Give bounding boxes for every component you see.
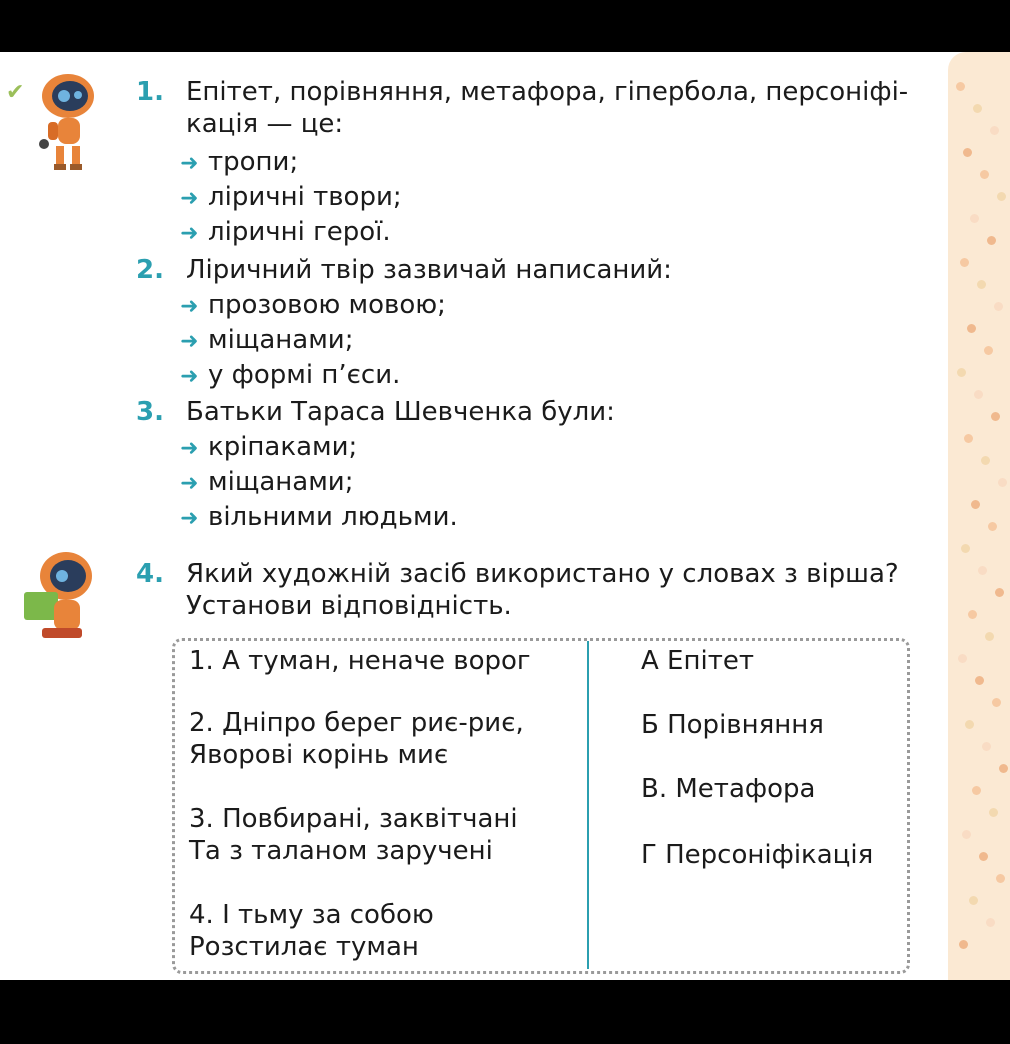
decor-dot bbox=[984, 346, 993, 355]
arrow-icon: ➜ bbox=[180, 506, 199, 531]
decor-dot bbox=[956, 82, 965, 91]
arrow-icon: ➜ bbox=[180, 471, 199, 496]
decor-dot bbox=[982, 742, 991, 751]
decor-dot bbox=[965, 720, 974, 729]
decor-dot bbox=[958, 654, 967, 663]
quote-item bbox=[189, 707, 524, 771]
decor-dot bbox=[963, 148, 972, 157]
quote-line: Розстилає туман bbox=[189, 932, 419, 962]
question-number: 2. bbox=[136, 255, 164, 285]
decor-dot bbox=[992, 698, 1001, 707]
decor-dot bbox=[977, 280, 986, 289]
option-label: кріпаками; bbox=[208, 432, 358, 462]
column-divider bbox=[587, 641, 589, 969]
decor-dot bbox=[962, 830, 971, 839]
answer-option[interactable] bbox=[180, 501, 458, 535]
device-option[interactable]: Б Порівняння bbox=[641, 710, 824, 740]
question-text-line: Епітет, порівняння, метафора, гіпербола, персоніфі- bbox=[186, 77, 909, 107]
question-3 bbox=[0, 396, 940, 430]
question-text: Ліричний твір зазвичай написаний: bbox=[186, 255, 672, 285]
quote-line: 4. І тьму за собою bbox=[189, 900, 434, 930]
decor-dot bbox=[971, 500, 980, 509]
arrow-icon: ➜ bbox=[180, 364, 199, 389]
decor-dot bbox=[986, 918, 995, 927]
quote-line: Яворові корінь миє bbox=[189, 740, 449, 770]
arrow-icon: ➜ bbox=[180, 436, 199, 461]
arrow-icon: ➜ bbox=[180, 221, 199, 246]
answer-option[interactable] bbox=[180, 359, 400, 393]
option-label: прозовою мовою; bbox=[208, 290, 446, 320]
quote-item bbox=[189, 803, 518, 867]
decor-dot bbox=[981, 456, 990, 465]
answer-option[interactable] bbox=[180, 324, 353, 358]
answer-option[interactable] bbox=[180, 146, 298, 180]
decor-dot bbox=[985, 632, 994, 641]
decor-dot bbox=[960, 258, 969, 267]
question-text: Батьки Тараса Шевченка були: bbox=[186, 397, 615, 427]
decor-dot bbox=[997, 192, 1006, 201]
decor-dot bbox=[968, 610, 977, 619]
decor-dot bbox=[961, 544, 970, 553]
decor-dot bbox=[967, 324, 976, 333]
decor-dot bbox=[970, 214, 979, 223]
answer-option[interactable] bbox=[180, 431, 357, 465]
question-1 bbox=[0, 76, 940, 146]
quote-line: 2. Дніпро берег риє-риє, bbox=[189, 708, 524, 738]
device-option[interactable]: Г Персоніфікація bbox=[641, 840, 874, 870]
quote-item bbox=[189, 899, 434, 963]
device-option[interactable]: В. Метафора bbox=[641, 774, 816, 804]
arrow-icon: ➜ bbox=[180, 294, 199, 319]
matching-table bbox=[172, 638, 910, 974]
textbook-page bbox=[0, 52, 1010, 980]
decor-dot bbox=[999, 764, 1008, 773]
decor-dot bbox=[973, 104, 982, 113]
decor-dot bbox=[996, 874, 1005, 883]
decor-dot bbox=[964, 434, 973, 443]
decor-dot bbox=[995, 588, 1004, 597]
decor-dot bbox=[994, 302, 1003, 311]
decor-dot bbox=[989, 808, 998, 817]
option-label: ліричні герої. bbox=[208, 217, 391, 247]
question-number: 3. bbox=[136, 397, 164, 427]
option-label: ліричні твори; bbox=[208, 182, 402, 212]
arrow-icon: ➜ bbox=[180, 186, 199, 211]
decor-dot bbox=[975, 676, 984, 685]
question-text bbox=[186, 558, 926, 622]
answer-option[interactable] bbox=[180, 181, 402, 215]
decor-dot bbox=[959, 940, 968, 949]
device-option[interactable]: А Епітет bbox=[641, 646, 754, 676]
check-icon: ✔ bbox=[6, 80, 25, 105]
option-label: вільними людьми. bbox=[208, 502, 458, 532]
decor-dot bbox=[987, 236, 996, 245]
decor-dot bbox=[969, 896, 978, 905]
question-4 bbox=[0, 558, 940, 628]
option-label: тропи; bbox=[208, 147, 299, 177]
decor-dot bbox=[990, 126, 999, 135]
decor-dot bbox=[979, 852, 988, 861]
decor-dot bbox=[991, 412, 1000, 421]
decor-dot bbox=[980, 170, 989, 179]
answer-option[interactable] bbox=[180, 216, 391, 250]
quote-line: 3. Повбирані, заквітчані bbox=[189, 804, 518, 834]
decor-dot bbox=[974, 390, 983, 399]
decorative-strip bbox=[948, 52, 1010, 980]
option-label: міщанами; bbox=[208, 467, 354, 497]
question-number: 4. bbox=[136, 559, 164, 589]
quote-line: 1. А туман, неначе ворог bbox=[189, 646, 531, 676]
question-2 bbox=[0, 254, 940, 288]
question-text-line: кація — це: bbox=[186, 109, 344, 139]
answer-option[interactable] bbox=[180, 289, 446, 323]
decor-dot bbox=[988, 522, 997, 531]
decor-dot bbox=[957, 368, 966, 377]
decor-dot bbox=[978, 566, 987, 575]
question-text bbox=[186, 76, 926, 140]
question-text-line: Який художній засіб використано у словах з вірша? bbox=[186, 559, 899, 589]
decor-dot bbox=[998, 478, 1007, 487]
arrow-icon: ➜ bbox=[180, 329, 199, 354]
quote-item bbox=[189, 645, 531, 677]
question-text-line: Установи відповідність. bbox=[186, 591, 512, 621]
quote-line: Та з таланом заручені bbox=[189, 836, 493, 866]
option-label: у формі п’єси. bbox=[208, 360, 401, 390]
answer-option[interactable] bbox=[180, 466, 353, 500]
question-number: 1. bbox=[136, 77, 164, 107]
arrow-icon: ➜ bbox=[180, 151, 199, 176]
option-label: міщанами; bbox=[208, 325, 354, 355]
decor-dot bbox=[972, 786, 981, 795]
